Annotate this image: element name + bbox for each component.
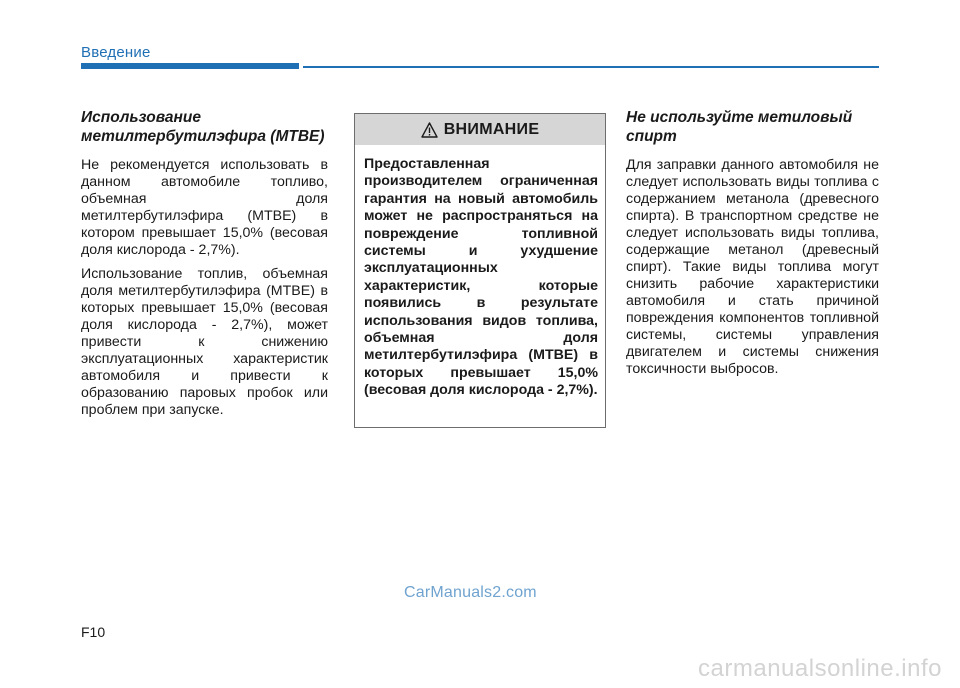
header-rule-thick [81, 63, 299, 69]
left-column [81, 108, 328, 426]
warning-triangle-icon [421, 122, 438, 138]
watermark-center: CarManuals2.com [404, 584, 537, 601]
left-paragraph-1: Не рекомендуется использовать в данном автомобиле топливо, объемная доля метилтербутилэфира (MTBE) в котором превышает 15,0% (весовая доля кислорода - 2,7%). [81, 157, 328, 258]
left-paragraph-2: Использование топлив, объемная доля метилтербутилэфира (MTBE) в которых превышает 15,0% (весовая доля кислорода - 2,7%), может привести к снижению эксплуатационных характеристик автомобиля и привести к образованию паровых пробок или проблем при запуске. [81, 266, 328, 418]
section-header-title: Введение [81, 44, 151, 61]
right-section-title: Не используйте метиловый спирт [626, 109, 853, 145]
page-number: F10 [81, 624, 106, 640]
right-column [626, 108, 879, 385]
right-paragraph-1: Для заправки данного автомобиля не следует использовать виды топлива с содержанием метанола (древесного спирта). В транспортном средстве не следует использовать виды топлива, содержащие метанол (древесный спирт). Такие виды топлива могут снизить рабочие характеристики автомобиля и стать причиной повреждения компонентов топливной системы, системы управления двигателем и системы снижения токсичности выбросов. [626, 157, 879, 377]
warning-label: ВНИМАНИЕ [443, 120, 540, 138]
warning-header [355, 114, 605, 145]
header-rule-thin [303, 66, 879, 68]
watermark-bottom: carmanualsonline.info [698, 655, 942, 682]
warning-text: Предоставленная производителем ограниченная гарантия на новый автомобиль может не распространяться на повреждение топливной системы и ухудшение эксплуатационных характеристик, которые появились в результате использования видов топлива, объемная доля метилтербутилэфира (MTBE) в которых превышает 15,0% (весовая доля кислорода - 2,7%). [364, 156, 598, 399]
left-section-title: Использование метилтербутилэфира (MTBE) [81, 109, 325, 145]
warning-box [354, 113, 606, 428]
